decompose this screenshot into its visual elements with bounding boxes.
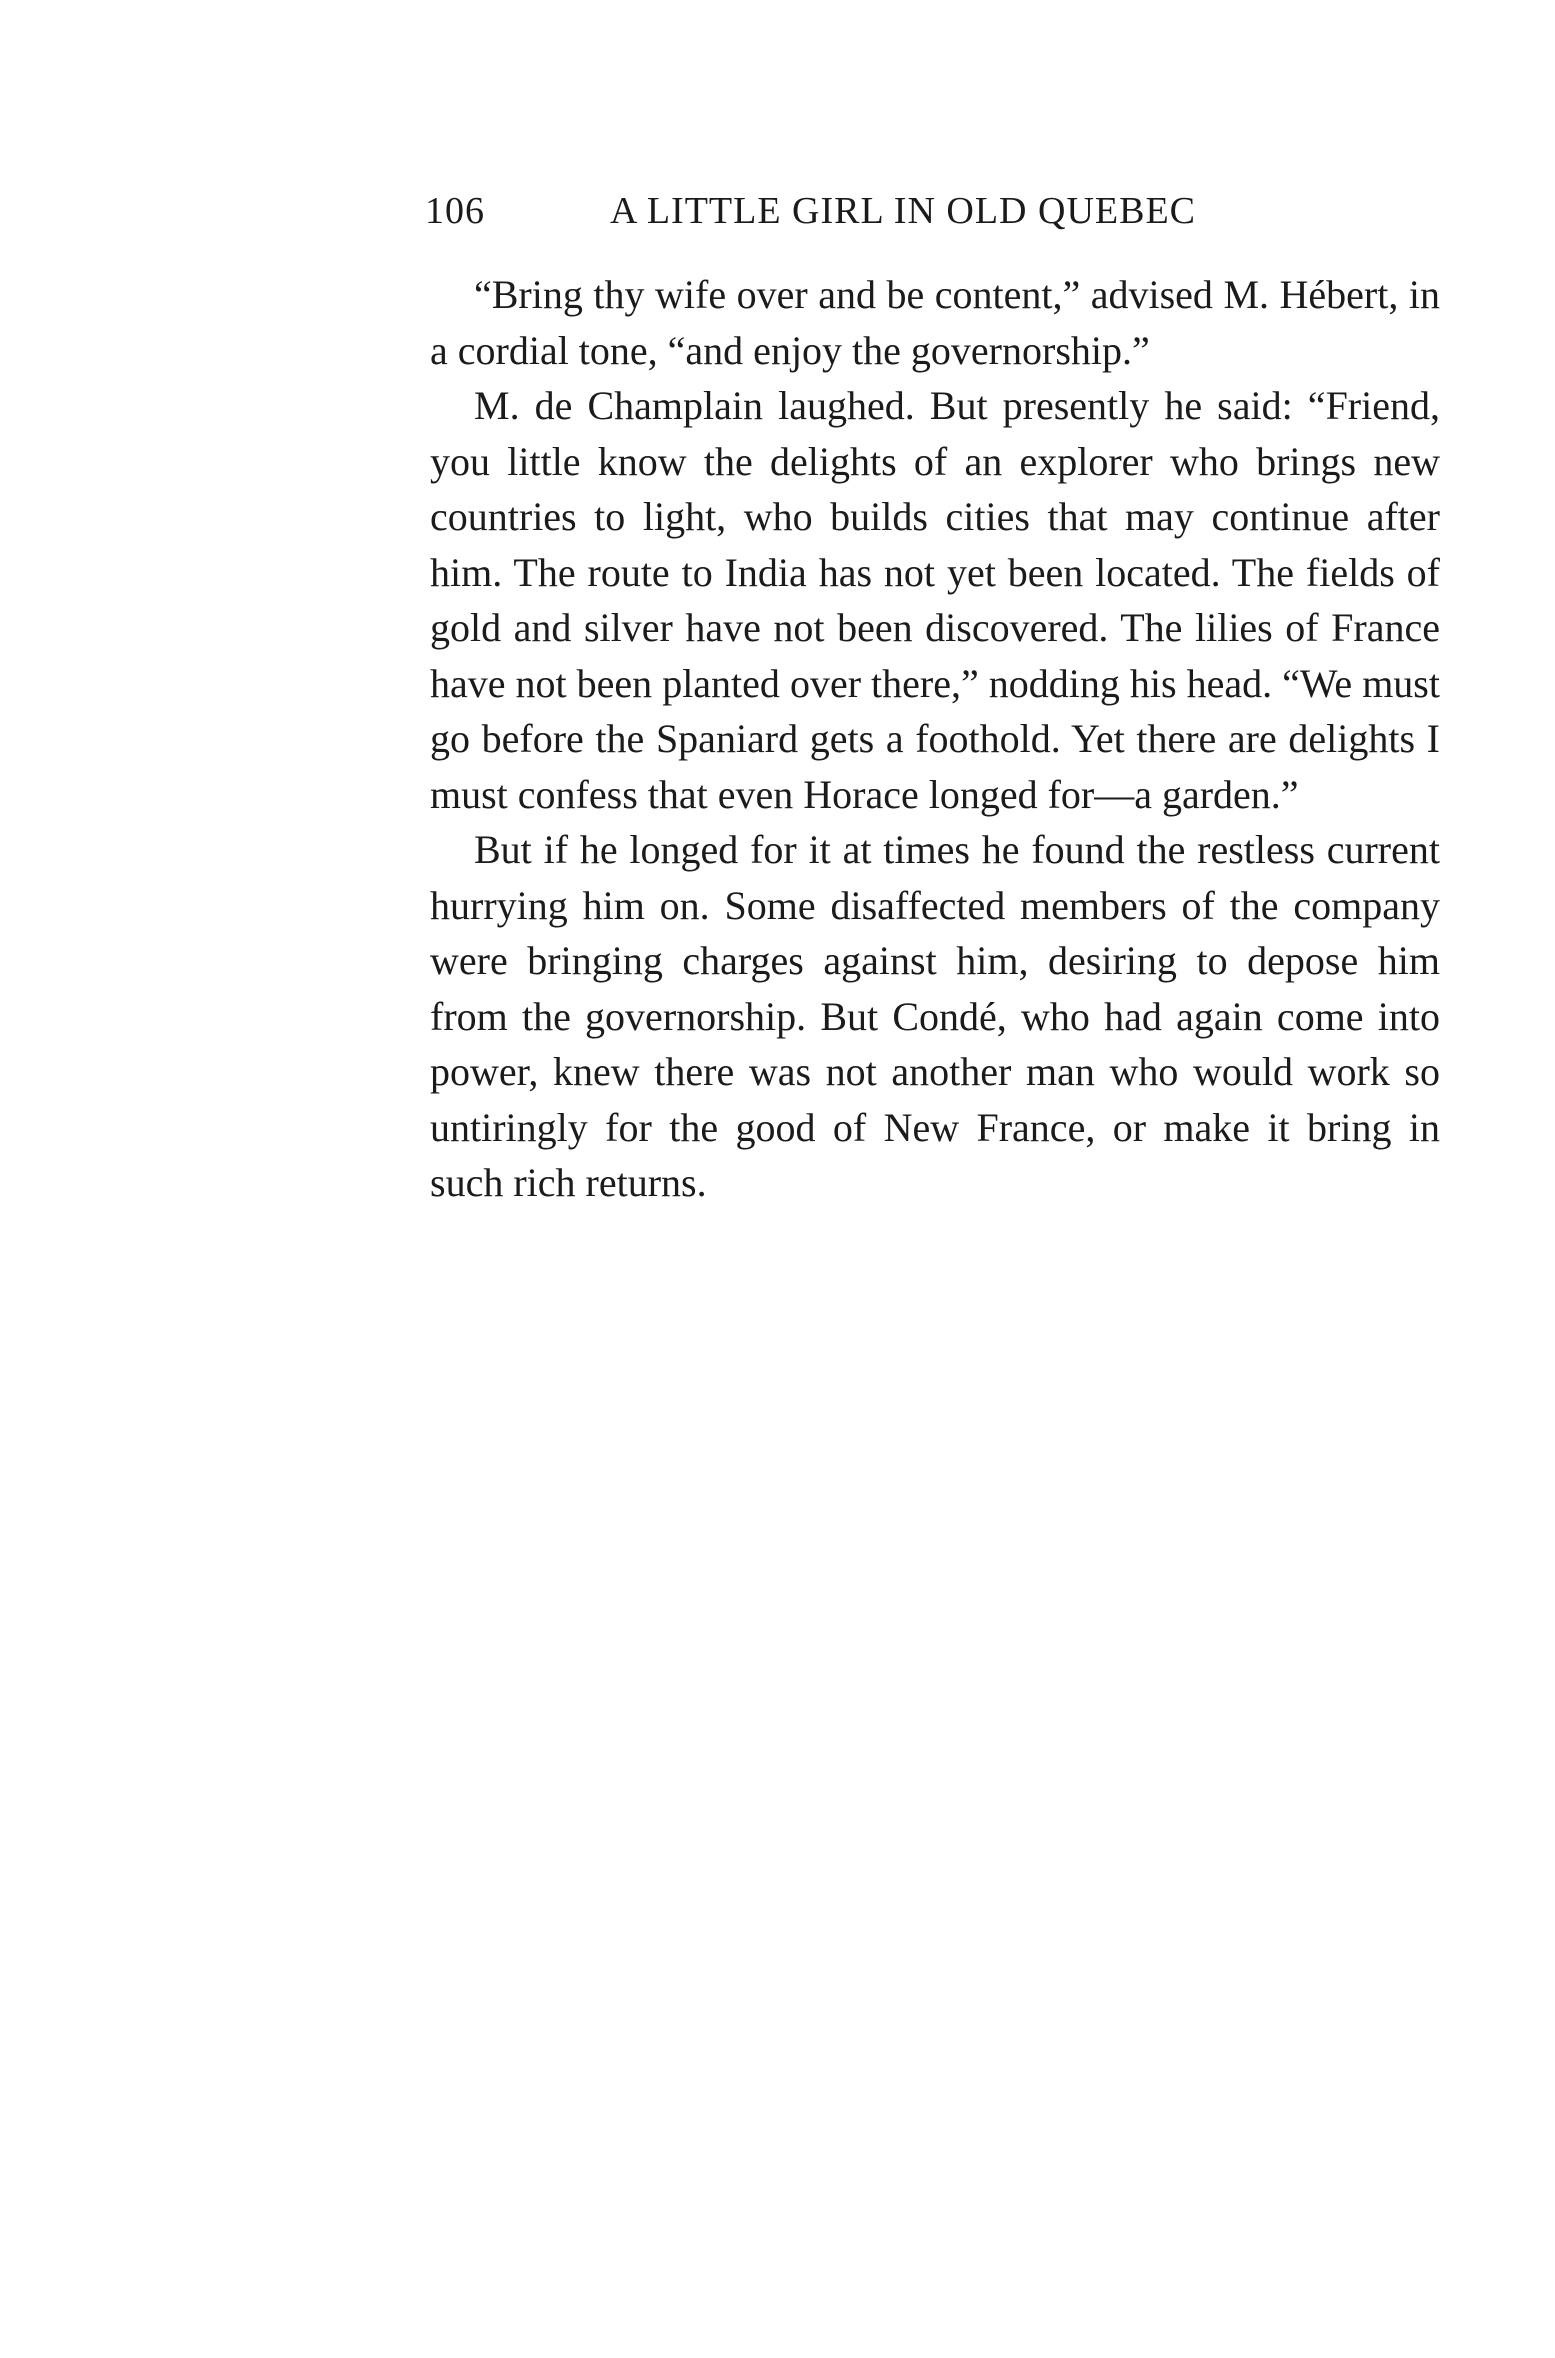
paragraph-1: “Bring thy wife over and be content,” advised M. Hébert, in a cordial tone, “and enjoy the governorship.” bbox=[430, 272, 1440, 373]
page-number: 106 bbox=[425, 190, 485, 232]
running-head bbox=[425, 186, 1285, 236]
body-text bbox=[430, 267, 1440, 1211]
book-title: A LITTLE GIRL IN OLD QUEBEC bbox=[610, 190, 1196, 232]
paragraph-3: But if he longed for it at times he found the restless current hurrying him on. Some disaffected members of the company were bringing charges against him, desiring to depose him from the governorship. But Condé, who had again come into power, knew there was not another man who would work so untiringly for the good of New France, or make it bring in such rich returns. bbox=[430, 827, 1440, 1205]
paragraph-2: M. de Champlain laughed. But presently he said: “Friend, you little know the delights of an explorer who brings new countries to light, who builds cities that may continue after him. The route to India has not yet been located. The fields of gold and silver have not been discovered. The lilies of France have not been planted over there,” nodding his head. “We must go before the Spaniard gets a foothold. Yet there are delights I must confess that even Horace longed for—a garden.” bbox=[430, 383, 1440, 817]
